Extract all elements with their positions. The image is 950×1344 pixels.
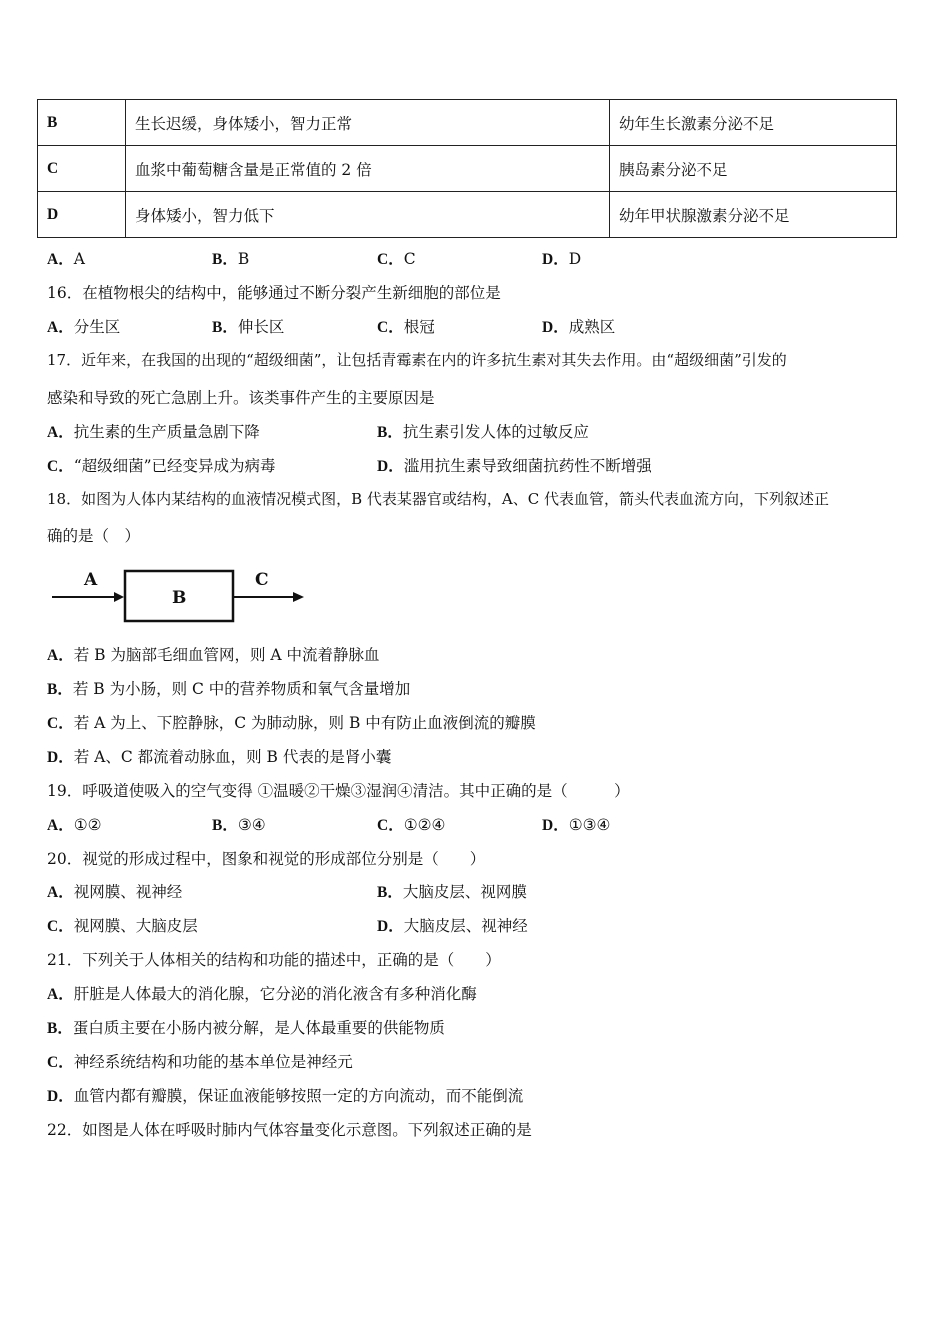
q19-option-a: A．①② bbox=[47, 816, 102, 834]
row-cause: 幼年生长激素分泌不足 bbox=[610, 100, 897, 146]
q16-option-c: C．根冠 bbox=[377, 318, 435, 336]
question-18-stem-line1: 18．如图为人体内某结构的血液情况模式图，B 代表某器官或结构，A、C 代表血管，箭头代表血流方向，下列叙述正 bbox=[47, 490, 829, 508]
table-row bbox=[38, 100, 897, 146]
option-a: A．A bbox=[47, 250, 85, 268]
q21-option-b: B．蛋白质主要在小肠内被分解，是人体最重要的供能物质 bbox=[47, 1019, 445, 1037]
row-key: B bbox=[38, 100, 126, 146]
option-b: B．B bbox=[212, 250, 250, 268]
row-symptom: 身体矮小，智力低下 bbox=[126, 192, 610, 238]
q18-option-c: C．若 A 为上、下腔静脉，C 为肺动脉，则 B 中有防止血液倒流的瓣膜 bbox=[47, 714, 536, 732]
q20-option-d: D．大脑皮层、视神经 bbox=[377, 917, 528, 935]
question-21-stem: 21．下列关于人体相关的结构和功能的描述中，正确的是（ ） bbox=[47, 951, 501, 969]
q20-option-a: A．视网膜、视神经 bbox=[47, 883, 183, 901]
q17-option-a: A．抗生素的生产质量急剧下降 bbox=[47, 423, 260, 441]
row-symptom: 生长迟缓，身体矮小，智力正常 bbox=[126, 100, 610, 146]
q18-option-d: D．若 A、C 都流着动脉血，则 B 代表的是肾小囊 bbox=[47, 748, 392, 766]
diagram-label-b: B bbox=[172, 588, 187, 608]
q18-option-b: B．若 B 为小肠，则 C 中的营养物质和氧气含量增加 bbox=[47, 680, 411, 698]
diagram-label-c: C bbox=[255, 570, 269, 590]
row-cause: 幼年甲状腺激素分泌不足 bbox=[610, 192, 897, 238]
q17-option-c: C．“超级细菌”已经变异成为病毒 bbox=[47, 457, 276, 475]
q19-option-b: B．③④ bbox=[212, 816, 266, 834]
q17-option-b: B．抗生素引发人体的过敏反应 bbox=[377, 423, 589, 441]
q19-option-c: C．①②④ bbox=[377, 816, 446, 834]
row-symptom: 血浆中葡萄糖含量是正常值的 2 倍 bbox=[126, 146, 610, 192]
q16-option-d: D．成熟区 bbox=[542, 318, 616, 336]
table-row bbox=[38, 146, 897, 192]
q20-option-b: B．大脑皮层、视网膜 bbox=[377, 883, 527, 901]
diagram-label-a: A bbox=[84, 570, 98, 590]
hormone-table bbox=[37, 99, 897, 238]
option-d: D．D bbox=[542, 250, 582, 268]
q21-option-c: C．神经系统结构和功能的基本单位是神经元 bbox=[47, 1053, 353, 1071]
q21-option-a: A．肝脏是人体最大的消化腺，它分泌的消化液含有多种消化酶 bbox=[47, 985, 477, 1003]
question-19-stem: 19．呼吸道使吸入的空气变得 ①温暖②干燥③湿润④清洁。其中正确的是（ ） bbox=[47, 782, 630, 800]
table-row bbox=[38, 192, 897, 238]
q18-option-a: A．若 B 为脑部毛细血管网，则 A 中流着静脉血 bbox=[47, 646, 380, 664]
question-20-stem: 20．视觉的形成过程中，图象和视觉的形成部位分别是（ ） bbox=[47, 850, 486, 868]
q21-option-d: D．血管内都有瓣膜，保证血液能够按照一定的方向流动，而不能倒流 bbox=[47, 1087, 524, 1105]
q16-option-b: B．伸长区 bbox=[212, 318, 285, 336]
question-17-stem-line2: 感染和导致的死亡急剧上升。该类事件产生的主要原因是 bbox=[47, 389, 435, 407]
row-cause: 胰岛素分泌不足 bbox=[610, 146, 897, 192]
q20-option-c: C．视网膜、大脑皮层 bbox=[47, 917, 198, 935]
q19-option-d: D．①③④ bbox=[542, 816, 611, 834]
q17-option-d: D．滥用抗生素导致细菌抗药性不断增强 bbox=[377, 457, 652, 475]
question-16-stem: 16．在植物根尖的结构中，能够通过不断分裂产生新细胞的部位是 bbox=[47, 284, 501, 302]
row-key: D bbox=[38, 192, 126, 238]
option-c: C．C bbox=[377, 250, 416, 268]
question-18-stem-line2: 确的是（ ） bbox=[47, 527, 141, 545]
question-22-stem: 22．如图是人体在呼吸时肺内气体容量变化示意图。下列叙述正确的是 bbox=[47, 1121, 532, 1139]
question-17-stem-line1: 17．近年来，在我国的出现的“超级细菌”，让包括青霉素在内的许多抗生素对其失去作用。由“超级细菌”引发的 bbox=[47, 351, 787, 369]
blood-flow-diagram bbox=[52, 565, 312, 625]
q16-option-a: A．分生区 bbox=[47, 318, 121, 336]
row-key: C bbox=[38, 146, 126, 192]
